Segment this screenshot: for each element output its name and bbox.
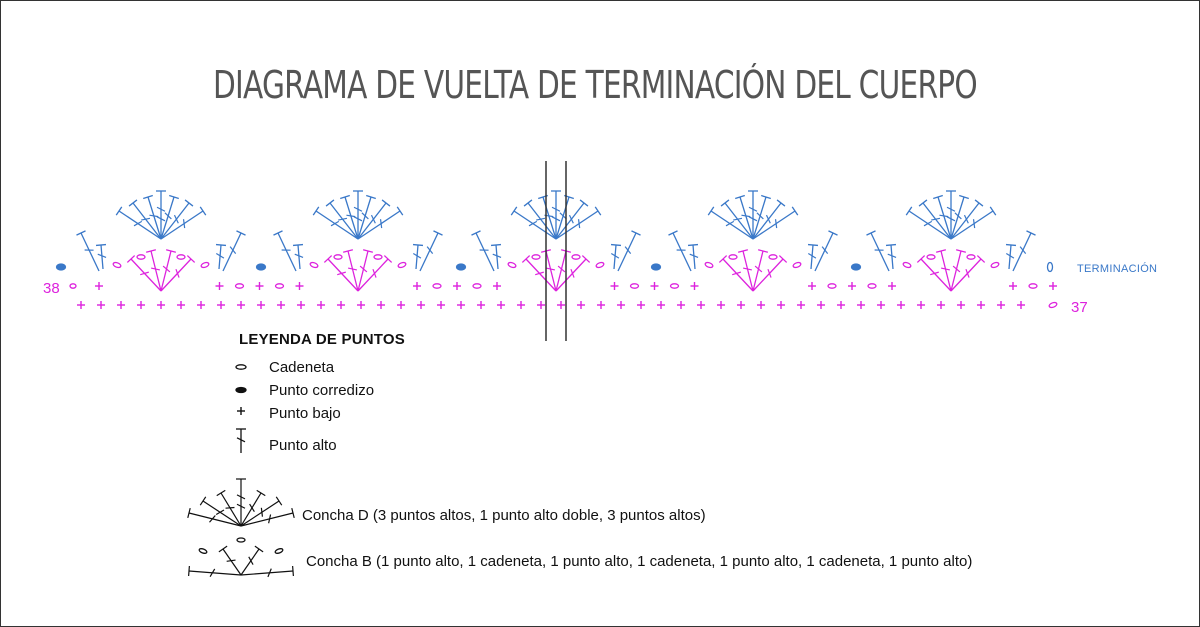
stitch-pattern — [57, 161, 1058, 341]
row-37-single-crochet — [77, 301, 1058, 309]
legend-label-punto-corredizo: Punto corredizo — [269, 382, 375, 399]
finish-row-label: TERMINACIÓN — [1077, 263, 1158, 275]
slip-stitch-icon — [57, 264, 66, 270]
chain-oval-icon — [1048, 263, 1053, 272]
row-number-37: 37 — [1071, 299, 1088, 316]
slip-stitch-icon — [236, 388, 246, 393]
row-number-38: 38 — [43, 280, 60, 297]
shell-repeat — [273, 191, 442, 291]
slip-stitch-icon — [652, 264, 661, 270]
shell-repeat — [866, 191, 1035, 291]
slip-stitch-icon — [457, 264, 466, 270]
shell-d-icon — [188, 479, 294, 526]
double-crochet-icon — [236, 429, 246, 453]
shell-repeat — [76, 191, 245, 291]
legend-label-punto-bajo: Punto bajo — [269, 405, 341, 422]
section-divider — [546, 161, 566, 341]
legend-label-concha-b: Concha B (1 punto alto, 1 cadeneta, 1 punto alto, 1 cadeneta, 1 punto alto, 1 cadeneta, 1 punto alto) — [306, 553, 973, 570]
shell-repeat — [668, 191, 837, 291]
legend-label-punto-alto: Punto alto — [269, 437, 337, 454]
slip-stitch-icon — [257, 264, 266, 270]
shell-b-icon — [189, 538, 294, 577]
single-crochet-icon — [237, 407, 245, 415]
chain-oval-icon — [236, 365, 246, 369]
legend-title: LEYENDA DE PUNTOS — [239, 331, 405, 348]
crochet-chart — [1, 1, 1199, 626]
slip-stitch-icon — [852, 264, 861, 270]
legend-label-concha-d: Concha D (3 puntos altos, 1 punto alto doble, 3 puntos altos) — [302, 507, 706, 524]
page-title: DIAGRAMA DE VUELTA DE TERMINACIÓN DEL CUERPO — [213, 63, 977, 107]
legend-label-cadeneta: Cadeneta — [269, 359, 335, 376]
shell-repeat — [471, 191, 640, 291]
